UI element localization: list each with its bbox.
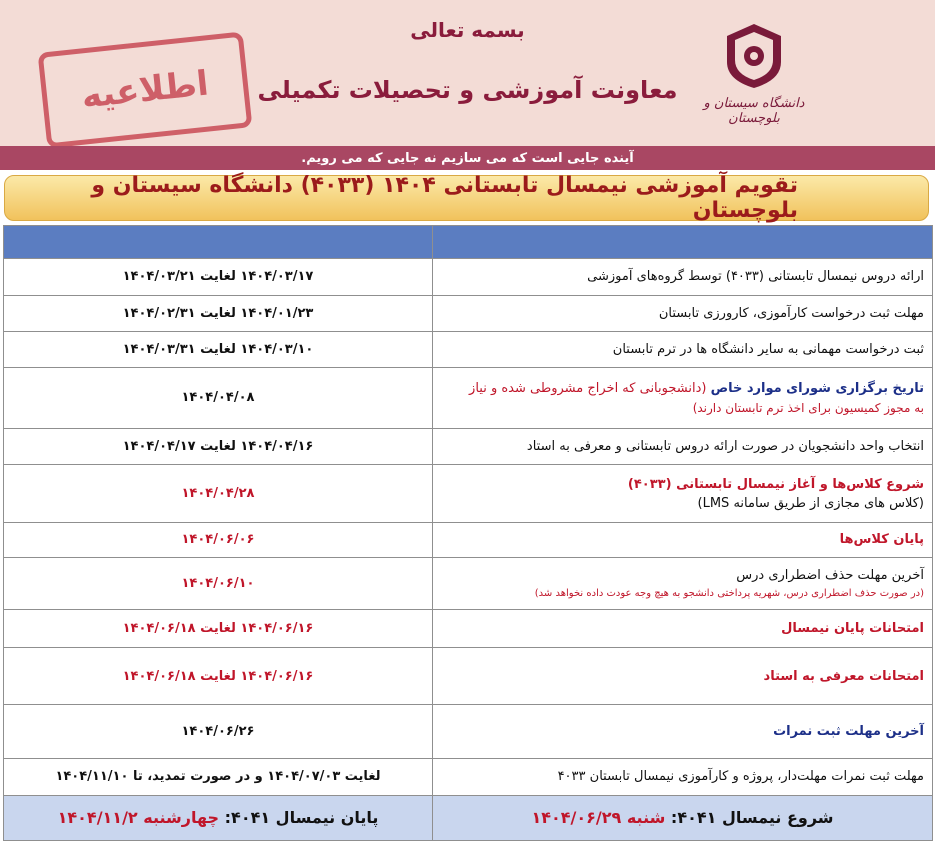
semester-start-value: شنبه ۱۴۰۴/۰۶/۲۹: [531, 808, 666, 828]
row-date: ۱۴۰۴/۰۳/۱۷ لغایت ۱۴۰۴/۰۳/۲۱: [4, 259, 433, 295]
semester-end-label: پایان نیمسال ۴۰۴۱:: [224, 808, 379, 828]
row-description: [433, 557, 933, 609]
row-date: ۱۴۰۴/۰۶/۱۶ لغایت ۱۴۰۴/۰۶/۱۸: [4, 610, 433, 648]
motto-bar: [0, 146, 935, 170]
row-description: [433, 464, 933, 522]
header-cell-description: [433, 226, 933, 259]
row-description: ثبت درخواست مهمانی به سایر دانشگاه ها در ترم تابستان: [433, 331, 933, 367]
row-description-main: شروع کلاس‌ها و آغاز نیمسال تابستانی (۴۰۳۳): [627, 476, 924, 492]
deputy-title: معاونت آموزشی و تحصیلات تکمیلی: [257, 76, 678, 104]
table-row: [4, 759, 933, 795]
semester-start-label: شروع نیمسال ۴۰۴۱:: [670, 808, 834, 828]
row-description: امتحانات معرفی به استاد: [433, 648, 933, 704]
row-description: انتخاب واحد دانشجویان در صورت ارائه دروس تابستانی و معرفی به استاد: [433, 428, 933, 464]
row-description: آخرین مهلت ثبت نمرات: [433, 704, 933, 758]
row-description-sub: (کلاس های مجازی از طریق سامانه LMS): [697, 495, 924, 511]
table-row: [4, 557, 933, 609]
table-row: [4, 428, 933, 464]
semester-end-value: چهارشنبه ۱۴۰۴/۱۱/۲: [57, 808, 220, 828]
announcement-stamp: [38, 31, 253, 148]
semester-end-cell: [4, 795, 433, 841]
row-date: ۱۴۰۴/۰۶/۲۶: [4, 704, 433, 758]
table-row: [4, 610, 933, 648]
table-row: [4, 295, 933, 331]
row-date: ۱۴۰۴/۰۴/۱۶ لغایت ۱۴۰۴/۰۴/۱۷: [4, 428, 433, 464]
row-description: ارائه دروس نیمسال تابستانی (۴۰۳۳) توسط گروه‌های آموزشی: [433, 259, 933, 295]
table-row: [4, 704, 933, 758]
row-description-main: آخرین مهلت حذف اضطراری درس: [736, 567, 924, 583]
row-description-note-2: به مجوز کمیسیون برای اخذ ترم تابستان دارند): [692, 400, 924, 415]
calendar-title-text: تقویم آموزشی نیمسال تابستانی ۱۴۰۴ (۴۰۳۳) دانشگاه سیستان و بلوچستان: [91, 173, 798, 223]
row-date: ۱۴۰۴/۰۶/۰۶: [4, 523, 433, 557]
row-description-note: (دانشجوبانی که اخراج مشروطی شده و نیاز: [469, 380, 707, 396]
table-row: [4, 648, 933, 704]
header: [0, 0, 935, 147]
row-date: ۱۴۰۴/۰۳/۱۰ لغایت ۱۴۰۴/۰۳/۳۱: [4, 331, 433, 367]
table-row: [4, 259, 933, 295]
table-row: [4, 464, 933, 522]
table-row: [4, 368, 933, 428]
table-header-row: [4, 226, 933, 259]
row-date: ۱۴۰۴/۰۴/۲۸: [4, 464, 433, 522]
university-script: دانشگاه سیستان و بلوچستان: [703, 96, 805, 126]
calendar-table: [3, 225, 933, 841]
row-description-main: تاریخ برگزاری شورای موارد خاص: [710, 380, 924, 396]
stamp-text: اطلاعیه: [79, 63, 211, 117]
row-date: ۱۴۰۴/۰۶/۱۰: [4, 557, 433, 609]
basmala: بسمه تعالی: [410, 18, 525, 42]
table-row: [4, 331, 933, 367]
row-date: ۱۴۰۴/۰۶/۱۶ لغایت ۱۴۰۴/۰۶/۱۸: [4, 648, 433, 704]
table-row: [4, 523, 933, 557]
semester-start-cell: [433, 795, 933, 841]
row-description: امتحانات پایان نیمسال: [433, 610, 933, 648]
row-description-note: (در صورت حذف اضطراری درس، شهریه پرداختی دانشجو به هیچ وجه عودت داده نخواهد شد): [534, 587, 924, 599]
university-logo-icon: [723, 22, 785, 90]
row-date: ۱۴۰۴/۰۴/۰۸: [4, 368, 433, 428]
header-cell-date: [4, 226, 433, 259]
row-description: مهلت ثبت درخواست کارآموزی، کارورزی تابستان: [433, 295, 933, 331]
row-description: پایان کلاس‌ها: [433, 523, 933, 557]
row-date: ۱۴۰۴/۰۱/۲۳ لغایت ۱۴۰۴/۰۲/۳۱: [4, 295, 433, 331]
row-description: مهلت ثبت نمرات مهلت‌دار، پروژه و کارآموزی نیمسال تابستان ۴۰۳۳: [433, 759, 933, 795]
row-date: لغایت ۱۴۰۴/۰۷/۰۳ و در صورت تمدید، تا ۱۴۰۴/۱۱/۱۰: [4, 759, 433, 795]
row-description: [433, 368, 933, 428]
motto-text: آینده جایی است که می سازیم نه جایی که می رویم.: [301, 150, 634, 166]
semester-footer-row: [4, 795, 933, 841]
calendar-title: [4, 175, 929, 221]
